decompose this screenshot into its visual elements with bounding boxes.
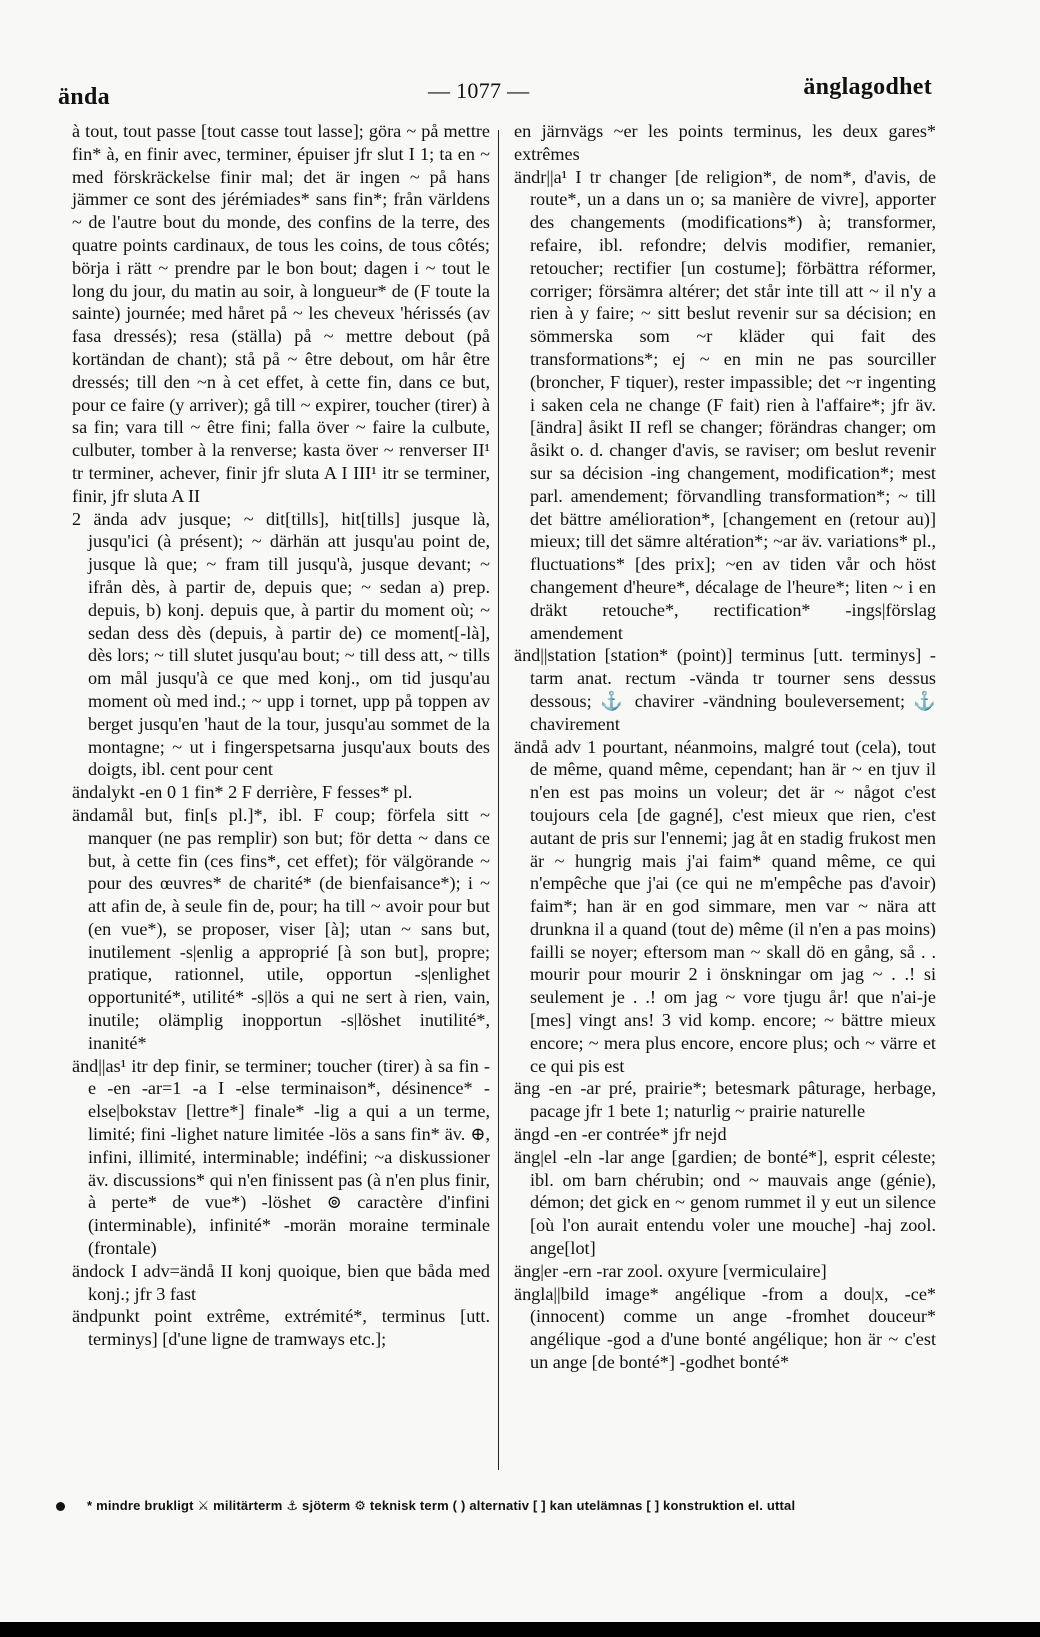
entry-andamal: ändamål but, fin[s pl.]*, ibl. F coup; förfela sitt ~ manquer (ne pas remplir) son but; för detta ~ dans ce but, à cette fin (ces fins*, cet effet); för välgörande ~ pour des œuvres* de charité* (de bienfaisance*); i ~ att afin de, à seule fin de, pour; ha till ~ avoir pour but (en vue*), se proposer, viser [à]; utan ~ sans but, inutilement -s|enlig a approprié [à son but], propre; pratique, rationnel, utile, opportun -s|enlighet opportunité*, utilité* -s|lös a qui ne sert à rien, vain, inutile; olämplig inopportun -s|löshet inutilité*, inanité* <box>72 804 490 1053</box>
scan-edge <box>0 1622 1040 1637</box>
left-column <box>72 120 490 1351</box>
entry-anda-adv2: ändå adv 1 pourtant, néanmoins, malgré tout (cela), tout de même, quand même, cependant; han är ~ en tjuv il n'en est pas moins un voleur; det är ~ något c'est toujours cela [de gagné], c'est mieux que rien, c'est autant de pris sur l'ennemi; jag åt en stadig frukost men är ~ hungrig mais j'ai faim* quand même, ce qui n'empêche que j'ai (ce qui ne m'empêche pas d'avoir) faim*; han är en god simmare, men var ~ nära att drunkna il a quand (tout de) même (il n'en a pas moins) failli se noyer; eftersom man ~ skall dö en gång, så . . mourir pour mourir 2 i önskningar om jag ~ . .! si seulement je . .! om jag ~ vore tjugu år! que n'ai-je [mes] vingt ans! 3 vid komp. encore; ~ bättre mieux encore; ~ mera plus encore, encore plus; och ~ värre et ce qui pis est <box>514 736 936 1076</box>
bullet-icon <box>56 1502 65 1511</box>
right-column <box>514 120 936 1374</box>
legend-text: * mindre brukligt ⚔ militärterm ⚓ sjöterm ⚙ teknisk term ( ) alternativ [ ] kan utelämnas [ ] konstruktion el. uttal <box>87 1498 796 1513</box>
entry-anger: äng|er -ern -rar zool. oxyure [vermiculaire] <box>514 1260 827 1281</box>
entry-andstation: änd||station [station* (point)] terminus [utt. terminys] -tarm anat. rectum -vända tr tourner sens dessus dessous; ⚓ chavirer -vändning bouleversement; ⚓ chavirement <box>514 645 936 734</box>
entry-andra: ändr||a¹ I tr changer [de religion*, de nom*, d'avis, de route*, un a dans un o; sa manière de vivre], apporter des changements (modifications*) à; transformer, refaire, ibl. refondre; delvis modifier, remanier, retoucher; rectifier [un costume]; förbättra réformer, corriger; försämra altérer; det står inte till att ~ il n'y a rien à y faire; ~ sitt beslut revenir sur sa décision; en sömmerska som ~r kläder qui fait des transformations*; ej ~ en min ne pas sourciller (broncher, F tiquer), rester impassible; det ~r ingenting i saken cela ne change (F fait) rien à l'affaire*; jfr äv. [ändra] åsikt II refl se changer; förändras changer; om åsikt o. d. changer d'avis, se raviser; om beslut revenir sur sa décision -ing changement, modification*; mest parl. amendement; förvandling transformation*; ~ till det bättre amélioration*, [changement en (retour au)] mieux; till det sämre altération*; ~ar äv. variations* pl., fluctuations* [des prix]; ~en av tiden vår och höst changement d'heure*, décalage de l'heure*; liten ~ i en dräkt retouche*, rectification* -ings|förslag amendement <box>514 166 936 643</box>
running-head-left: ända <box>58 84 110 110</box>
running-head-right: änglagodhet <box>803 74 932 100</box>
entry-continuation: à tout, tout passe [tout casse tout lasse]; göra ~ på mettre fin* à, en finir avec, terminer, épuiser jfr slut I 1; ta en ~ med förskräckelse finir mal; det är ingen ~ på hans jämmer ce sont des jérémiades* sans fin*; från världens ~ de l'autre bout du monde, des confins de la terre, des quatre points cardinaux, de tous les coins, de tous côtés; börja i rätt ~ prendre par le bon bout; dagen i ~ tout le long du jour, du matin au soir, à longueur* de (F toute la sainte) journée; med håret på ~ les cheveux 'hérissés (av fasa dressés); resa (ställa) på ~ mettre debout (på kortändan de chant); stå på ~ être debout, om hår être dressés; till den ~n à cet effet, à cette fin, dans ce but, pour ce faire (y arriver); gå till ~ expirer, toucher (tirer) à sa fin; vara till ~ être fini; falla över ~ faire la culbute, culbuter, tomber à la renverse; kasta över ~ renverser II¹ tr terminer, achever, finir jfr sluta A I III¹ itr se terminer, finir, jfr sluta A II <box>72 121 490 506</box>
entry-anglabild: ängla||bild image* angélique -from a dou|x, -ce* (innocent) comme un ange -fromhet douceur* angélique -god a d'une bonté angélique; hon är ~ c'est un ange [de bonté*] -godhet bonté* <box>514 1283 936 1373</box>
entry-andas: änd||as¹ itr dep finir, se terminer; toucher (tirer) à sa fin -e -en -ar=1 -a I -else terminaison*, désinence* -else|bokstav [lettre*] finale* -lig a qui a un terme, limité; fini -lighet nature limitée -lös a sans fin* äv. ⊕, infini, illimité, interminable; indéfini; ~a diskussioner äv. discussions* qui n'en finissent pas (à n'en plus finir, à perte* de vue*) -löshet ⊚ caractère d'infini (interminable), infinité* -morän moraine terminale (frontale) <box>72 1055 490 1259</box>
entry-andalykt: ändalykt -en 0 1 fin* 2 F derrière, F fesses* pl. <box>72 782 413 803</box>
entry-anda-adv: 2 ända adv jusque; ~ dit[tills], hit[tills] jusque là, jusqu'ici (à présent); ~ därhän att jusqu'au point de, jusque là que; ~ fram till jusqu'à, jusque devant; ~ ifrån dès, à partir de, depuis que; ~ sedan a) prep. depuis, b) konj. depuis que, à partir du moment où; ~ sedan dess dès (depuis, à partir de) ce moment[-là], dès lors; ~ till slutet jusqu'au bout; ~ till dess att, ~ tills om mål jusqu'à ce que med konj., om tid jusqu'au moment où med ind.; ~ upp i tornet, upp på toppen av berget jusqu'en 'haut de la tour, jusqu'au sommet de la montagne; ~ ut i fingerspetsarna jusqu'aux bouts des doigts, ibl. cent pour cent <box>72 508 490 780</box>
entry-ang: äng -en -ar pré, prairie*; betesmark pâturage, herbage, pacage jfr 1 bete 1; naturlig ~ prairie naturelle <box>514 1078 936 1122</box>
entry-angd: ängd -en -er contrée* jfr nejd <box>514 1124 727 1145</box>
column-divider <box>498 130 499 1470</box>
footer-legend <box>56 1498 966 1514</box>
entry-andpunkt: ändpunkt point extrême, extrémité*, terminus [utt. terminys] [d'une ligne de tramways etc.]; <box>72 1306 490 1350</box>
entry-continuation: en järnvägs ~er les points terminus, les deux gares* extrêmes <box>514 121 936 164</box>
entry-angel: äng|el -eln -lar ange [gardien; de bonté*], esprit céleste; ibl. om barn chérubin; ond ~ mauvais ange (génie), démon; det gick en ~ genom rummet il y eut un silence [où l'on aurait entendu voler une mouche] -haj zool. ange[lot] <box>514 1146 936 1259</box>
entry-andock: ändock I adv=ändå II konj quoique, bien que båda med konj.; jfr 3 fast <box>72 1260 490 1304</box>
page-number: — 1077 — <box>428 78 530 103</box>
